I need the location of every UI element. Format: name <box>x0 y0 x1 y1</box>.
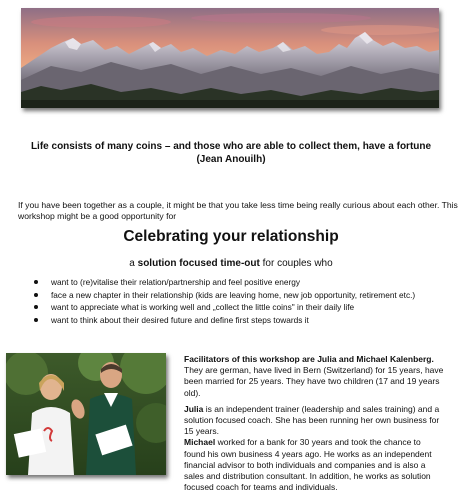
quote-text: Life consists of many coins – and those who are able to collect them, have a fortune <box>30 141 432 152</box>
subtitle <box>0 258 462 269</box>
page-title: Celebrating your relationship <box>123 228 339 245</box>
bullet-icon <box>34 280 38 284</box>
subtitle-suffix: for couples who <box>262 258 333 269</box>
list-item: face a new chapter in their relationship (kids are leaving home, new job opportunity, retirement etc.) <box>25 289 445 302</box>
facilitators-heading: Facilitators of this workshop are Julia and Michael Kalenberg. <box>184 354 434 364</box>
target-audience-list <box>25 276 445 327</box>
michael-bio <box>184 437 444 493</box>
julia-text: is an independent trainer (leadership and sales training) and a solution focused coach. She has been running her own business for 15 years. <box>184 403 440 437</box>
bullet-icon <box>34 305 38 309</box>
michael-name: Michael <box>184 437 216 448</box>
bullet-icon <box>34 293 38 297</box>
subtitle-prefix: a <box>129 258 135 269</box>
facilitators-photo <box>6 353 166 475</box>
michael-text: worked for a bank for 30 years and took the chance to found his own business 4 years ago. He works as an independent financial advisor to both individuals and companies and is also a sales and distribution consultant. In addition, he works as solution focused coach for teams and individuals. <box>184 437 432 493</box>
facilitators-heading-rest: They are german, have lived in Bern (Switzerland) for 15 years, have been married for 25 years. They have two children (17 and 19 years old). <box>184 365 444 398</box>
facilitators-intro <box>184 354 444 399</box>
mountain-banner-image <box>21 8 439 108</box>
list-item: want to appreciate what is working well and „collect the little coins" in their daily life <box>25 301 445 314</box>
list-item: want to (re)vitalise their relation/partnership and feel positive energy <box>25 276 445 289</box>
subtitle-emphasis: solution focused time-out <box>137 258 260 269</box>
facilitators-section <box>184 354 444 493</box>
quote-author: (Jean Anouilh) <box>196 154 266 165</box>
intro-paragraph: If you have been together as a couple, it might be that you take less time being really curious about each other. This workshop might be a good opportunity for <box>18 200 458 221</box>
list-item: want to think about their desired future and define first steps towards it <box>25 314 445 327</box>
julia-bio <box>184 404 444 438</box>
bullet-icon <box>34 318 38 322</box>
quote <box>18 140 444 166</box>
julia-name: Julia <box>184 403 204 414</box>
